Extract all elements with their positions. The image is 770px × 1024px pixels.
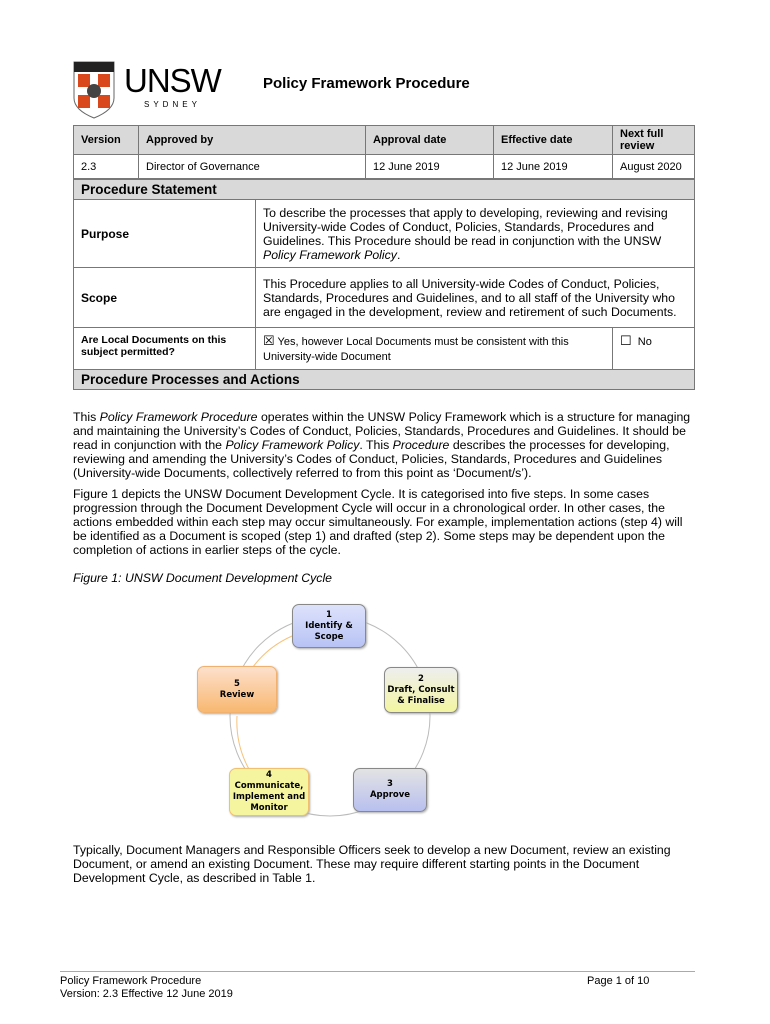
document-cycle-diagram (73, 599, 694, 835)
purpose-label: Purpose (74, 200, 256, 268)
purpose-end: . (396, 247, 401, 262)
unsw-crest-icon (72, 60, 120, 122)
footer (60, 975, 233, 1001)
footer-title: Policy Framework Procedure (60, 975, 202, 987)
no-option-text: No (637, 336, 652, 348)
logo-subtext: SYDNEY (144, 100, 201, 109)
step-4: 4 Communicate, Implement and Monitor (229, 768, 309, 816)
logo-text: UNSW (124, 62, 221, 99)
checkbox-unchecked-icon[interactable]: ☐ (620, 333, 632, 348)
cell: 2.3 (74, 155, 139, 179)
checkbox-checked-icon[interactable]: ☒ (263, 333, 275, 348)
purpose-body: To describe the processes that apply to developing, reviewing and revising University-wide Codes of Conduct, Policies, Standards, Procedures and Guidelines. This Procedure should be read in conjunction with the UNSW (263, 205, 668, 248)
purpose-text (256, 200, 695, 268)
cell: August 2020 (613, 155, 695, 179)
col-header: Approved by (139, 126, 366, 155)
unsw-logo (72, 60, 222, 120)
scope-label: Scope (74, 268, 256, 328)
procedure-statement-table (73, 179, 695, 390)
purpose-link-text: Policy Framework Policy (263, 247, 397, 262)
footer-version: Version: 2.3 Effective 12 June 2019 (60, 988, 233, 1000)
step-3: 3 Approve (353, 768, 427, 812)
section-heading: Procedure Processes and Actions (74, 370, 695, 390)
col-header: Next full review (613, 126, 695, 155)
cell: Director of Governance (139, 155, 366, 179)
col-header: Approval date (366, 126, 494, 155)
local-docs-no[interactable] (613, 328, 695, 370)
cell: 12 June 2019 (366, 155, 494, 179)
step-2: 2 Draft, Consult & Finalise (384, 667, 458, 713)
col-header: Version (74, 126, 139, 155)
footer-divider (60, 971, 695, 972)
section-heading: Procedure Statement (74, 180, 695, 200)
col-header: Effective date (494, 126, 613, 155)
local-docs-yes[interactable] (256, 328, 613, 370)
yes-option-text: Yes, however Local Documents must be consistent with this University-wide Document (263, 336, 569, 363)
page-number: Page 1 of 10 (587, 975, 650, 987)
step-5: 5 Review (197, 666, 277, 713)
body-text (73, 410, 694, 585)
paragraph-3: Typically, Document Managers and Responsible Officers seek to develop a new Document, review an existing Document, or amend an existing Document. These may require different starting points in the Document Development Cycle, as described in Table 1. (73, 843, 671, 885)
cell: 12 June 2019 (494, 155, 613, 179)
figure-caption: Figure 1: UNSW Document Development Cycle (73, 571, 333, 585)
content-column (73, 125, 694, 885)
paragraph-1: This Policy Framework Procedure operates within the UNSW Policy Framework which is a structure for managing and maintaining the University’s Codes of Conduct, Policies, Standards, Procedures and Guidelines. It should be read in conjunction with the Policy Framework Policy. This Procedure describes the processes for developing, reviewing and amending the University’s Codes of Conduct, Policies, Standards, Procedures and Guidelines (University-wide Documents, collectively referred to from this point as ‘Document/s’). (73, 410, 691, 480)
step-1: 1 Identify & Scope (292, 604, 366, 648)
local-docs-label: Are Local Documents on this subject permitted? (74, 328, 256, 370)
page-title: Policy Framework Procedure (263, 75, 470, 92)
metadata-table (73, 125, 695, 179)
scope-text: This Procedure applies to all University-wide Codes of Conduct, Policies, Standards, Procedures and Guidelines, and to all staff of the University who are engaged in the development, review and retirement of such Documents. (256, 268, 695, 328)
paragraph-2: Figure 1 depicts the UNSW Document Development Cycle. It is categorised into five steps. In some cases progression through the Document Development Cycle will occur in a chronological order. In other cases, the actions embedded within each step may occur simultaneously. For example, implementation actions (step 4) will be identified as a Document is scoped (step 1) and drafted (step 2). Some steps may be dependent upon the completion of actions in earlier steps of the cycle. (73, 487, 683, 557)
